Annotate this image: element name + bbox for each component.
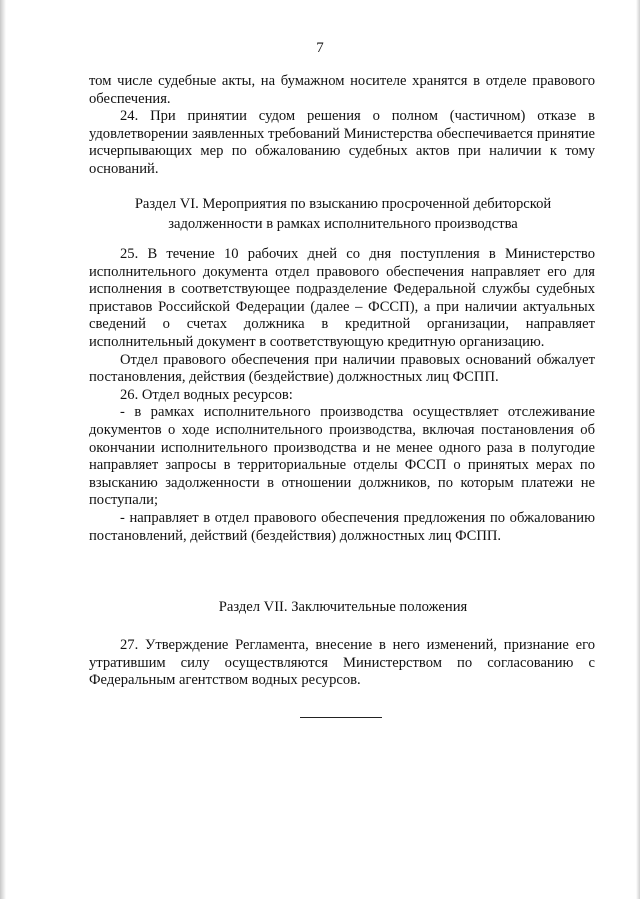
page-number: 7 — [316, 40, 324, 56]
section-6-heading-line1: Раздел VI. Мероприятия по взысканию просроченной дебиторской — [134, 196, 552, 212]
paragraph-25-appeal: Отдел правового обеспечения при наличии правовых оснований обжалует постановления, действия (бездействие) должностных лиц ФСПП. — [89, 351, 595, 386]
paragraph-26: 26. Отдел водных ресурсов: — [120, 386, 293, 403]
section-7-heading-line1: Раздел VII. Заключительные положения — [218, 599, 468, 615]
section-7-heading — [100, 597, 586, 617]
paragraph-25: 25. В течение 10 рабочих дней со дня поступления в Министерство исполнительного документа отдел правового обеспечения направляет его для исполнения в соответствующее подразделение Федеральной службы судебных приставов Российской Федерации (далее – ФССП), а при наличии актуальных сведений о счетах должника в кредитной организации, направляет исполнительный документ в соответствующую кредитную организацию. — [89, 246, 595, 350]
text-block-2 — [89, 246, 595, 545]
closing-rule — [300, 717, 382, 718]
text-block-3 — [89, 637, 595, 690]
section-6-heading-line2: задолженности в рамках исполнительного производства — [168, 216, 518, 232]
paragraph-continuation: том числе судебные акты, на бумажном носителе хранятся в отделе правового обеспечения. — [89, 73, 595, 107]
paragraph-27: 27. Утверждение Регламента, внесение в него изменений, признание его утратившим силу осуществляются Министерством по согласованию с Федеральным агентством водных ресурсов. — [89, 637, 595, 689]
section-6-heading — [100, 194, 586, 234]
paragraph-24: 24. При принятии судом решения о полном (частичном) отказе в удовлетворении заявленных требований Министерства обеспечивается принятие исчерпывающих мер по обжалованию судебных актов при наличии к тому оснований. — [89, 108, 595, 177]
list-item-proposals: - направляет в отдел правового обеспечения предложения по обжалованию постановлений, действий (бездействия) должностных лиц ФСПП. — [89, 509, 595, 544]
list-item-tracking: - в рамках исполнительного производства осуществляет отслеживание документов о ходе исполнительного производства, включая постановления об окончании исполнительного производства и не менее одного раза в полугодие направляет запросы в территориальные отделы ФССП о принятых мерах по взысканию задолженности в отношении должников, по которым платежи не поступали; — [89, 404, 595, 509]
scan-edge-left — [0, 0, 6, 899]
scan-edge-right — [636, 0, 640, 899]
text-block-1 — [89, 73, 595, 179]
